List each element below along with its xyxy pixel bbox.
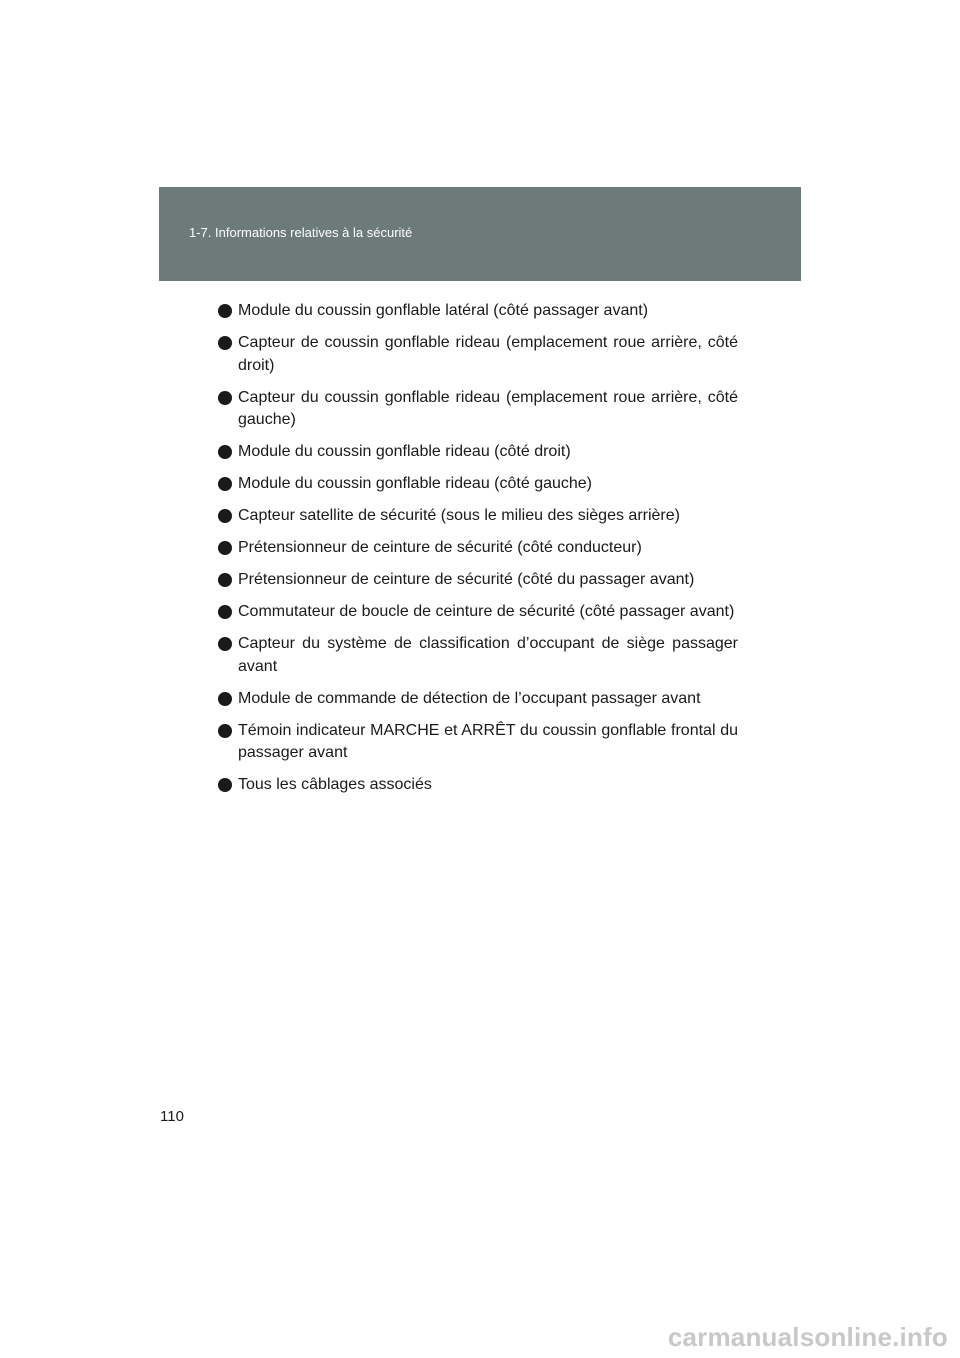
component-list [218,300,738,806]
bullet-icon [218,509,232,523]
watermark: carmanualsonline.info [667,1322,948,1352]
bullet-icon [218,692,232,706]
list-item [218,505,738,528]
bullet-icon [218,724,232,738]
list-item-text: Capteur du coussin gonflable rideau (emplacement roue arrière, côté gauche) [238,388,738,428]
list-item [218,569,738,592]
list-item-text: Prétensionneur de ceinture de sécurité (côté du passager avant) [238,571,695,588]
bullet-icon [218,391,232,405]
list-item-text: Prétensionneur de ceinture de sécurité (côté conducteur) [238,539,642,556]
list-item-text: Module du coussin gonflable rideau (côté droit) [238,443,571,460]
bullet-icon [218,445,232,459]
bullet-icon [218,605,232,619]
list-item [218,688,738,711]
list-item [218,473,738,496]
list-item-text: Capteur du système de classification d’occupant de siège passager avant [238,635,738,675]
bullet-icon [218,541,232,555]
list-item-text: Capteur de coussin gonflable rideau (emplacement roue arrière, côté droit) [238,334,738,374]
list-item [218,332,738,377]
list-item [218,633,738,678]
list-item-text: Module du coussin gonflable rideau (côté gauche) [238,475,593,492]
list-item-text: Module de commande de détection de l’occupant passager avant [238,689,701,707]
bullet-icon [218,778,232,792]
list-item [218,300,738,323]
bullet-icon [218,573,232,587]
list-item-text: Commutateur de boucle de ceinture de sécurité (côté passager avant) [238,603,735,620]
list-item [218,774,738,797]
list-item [218,720,738,765]
list-item [218,387,738,432]
bullet-icon [218,304,232,318]
bullet-icon [218,637,232,651]
list-item [218,601,738,624]
list-item [218,441,738,464]
list-item-text: Témoin indicateur MARCHE et ARRÊT du coussin gonflable frontal du passager avant [238,721,738,761]
list-item [218,537,738,560]
list-item-text: Module du coussin gonflable latéral (côté passager avant) [238,302,649,319]
bullet-icon [218,336,232,350]
list-item-text: Capteur satellite de sécurité (sous le milieu des sièges arrière) [238,507,680,524]
section-title: 1-7. Informations relatives à la sécurité [189,225,413,240]
list-item-text: Tous les câblages associés [238,776,432,793]
page-number: 110 [160,1108,184,1125]
section-header-band [159,187,801,281]
bullet-icon [218,477,232,491]
